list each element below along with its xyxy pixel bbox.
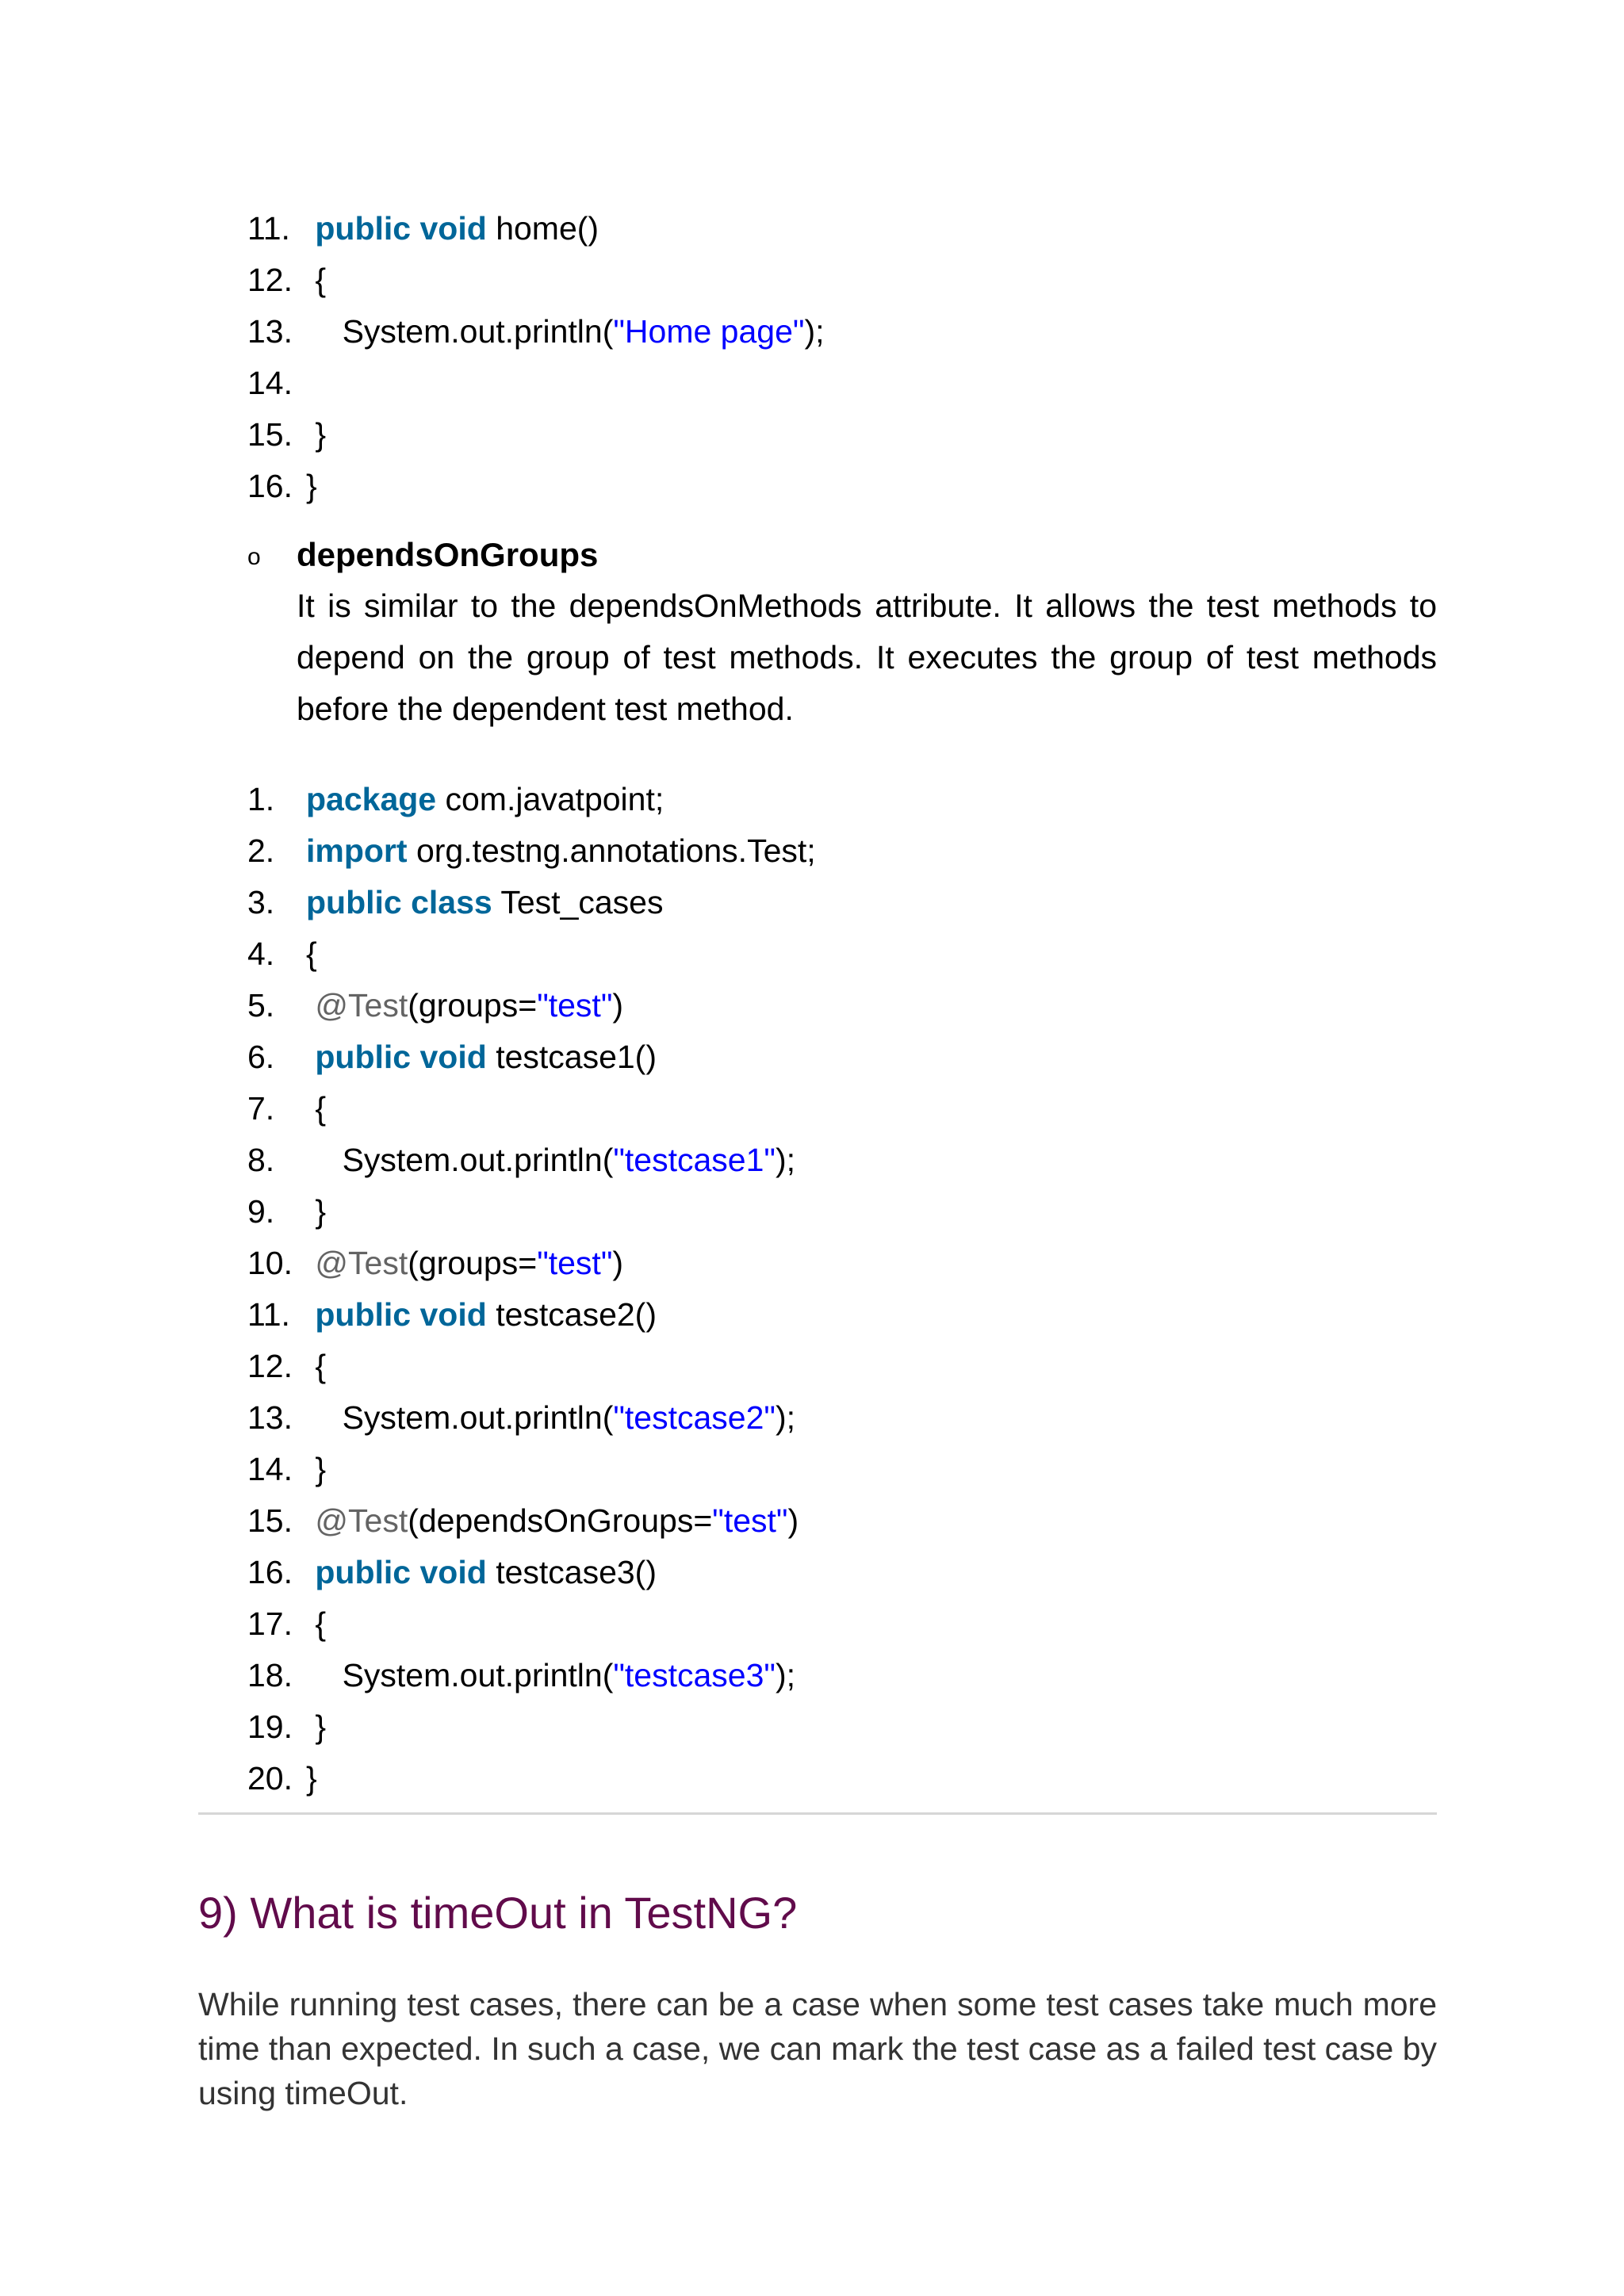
code-line (247, 1341, 1437, 1392)
code-text: ) (787, 1502, 799, 1539)
code-text: testcase2() (486, 1296, 657, 1333)
code-line (247, 203, 1437, 254)
code-text: (groups= (408, 1245, 538, 1281)
code-line (247, 1135, 1437, 1186)
line-number: 14. (247, 1451, 293, 1487)
code-text: } (306, 1451, 327, 1487)
code-line (247, 1495, 1437, 1547)
code-text: (dependsOnGroups= (408, 1502, 713, 1539)
code-text: System.out.println( (306, 1657, 614, 1693)
code-line (247, 461, 1437, 512)
line-number: 13. (247, 313, 293, 350)
code-keyword: public void (306, 210, 487, 247)
code-text: ) (612, 1245, 624, 1281)
code-string: "testcase1" (613, 1142, 776, 1178)
code-text: { (306, 262, 327, 298)
code-text: { (306, 1348, 327, 1384)
code-text: ); (804, 313, 825, 350)
line-number: 2. (247, 832, 275, 869)
code-text: System.out.println( (306, 1399, 614, 1436)
code-string: "testcase3" (613, 1657, 776, 1693)
bullet-description: It is similar to the dependsOnMethods attribute. It allows the test methods to depend on the group of test methods. It executes the group of test methods before the dependent test method. (297, 587, 1437, 727)
line-number: 13. (247, 1399, 293, 1436)
code-line (247, 1392, 1437, 1444)
line-number: 1. (247, 781, 275, 817)
code-text: testcase1() (486, 1039, 657, 1075)
line-number: 14. (247, 365, 293, 401)
code-text: } (306, 1709, 327, 1745)
code-line (247, 774, 1437, 825)
code-line (247, 1289, 1437, 1341)
code-text: com.javatpoint; (436, 781, 665, 817)
code-string: "test" (712, 1502, 788, 1539)
code-annotation: @Test (306, 1502, 408, 1539)
code-line (247, 306, 1437, 358)
line-number: 8. (247, 1142, 275, 1178)
code-string: "test" (537, 1245, 613, 1281)
line-number: 5. (247, 987, 275, 1024)
code-line (247, 1701, 1437, 1753)
line-number: 11. (247, 1296, 290, 1333)
code-text: System.out.println( (306, 313, 614, 350)
code-string: "test" (537, 987, 613, 1024)
code-keyword: package (306, 781, 437, 817)
line-number: 16. (247, 1554, 293, 1590)
line-number: 17. (247, 1605, 293, 1642)
code-text: ); (775, 1142, 796, 1178)
code-line (247, 1753, 1437, 1804)
code-line (247, 877, 1437, 928)
code-text: } (306, 1193, 327, 1230)
code-line (247, 1083, 1437, 1135)
code-annotation: @Test (306, 1245, 408, 1281)
code-text: ); (775, 1657, 796, 1693)
code-keyword: public class (306, 884, 492, 920)
line-number: 3. (247, 884, 275, 920)
line-number: 10. (247, 1245, 293, 1281)
code-text: { (306, 1090, 327, 1127)
code-string: "Home page" (613, 313, 805, 350)
code-block-main (247, 774, 1437, 1804)
code-text: { (306, 1605, 327, 1642)
line-number: 11. (247, 210, 290, 247)
code-line (247, 1598, 1437, 1650)
line-number: 15. (247, 416, 293, 453)
code-text: ); (775, 1399, 796, 1436)
section-paragraph: While running test cases, there can be a case when some test cases take much more time than expected. In such a case, we can mark the test case as a failed test case by using timeOut. (198, 1986, 1437, 2111)
code-block-top (247, 203, 1437, 512)
section-divider (198, 1812, 1437, 1815)
code-annotation: @Test (306, 987, 408, 1024)
code-text: testcase3() (486, 1554, 657, 1590)
code-text: } (306, 1760, 317, 1797)
bullet-title: dependsOnGroups (297, 536, 599, 573)
code-keyword: import (306, 832, 408, 869)
code-line (247, 409, 1437, 461)
line-number: 12. (247, 1348, 293, 1384)
code-text: { (306, 936, 317, 972)
code-keyword: public void (306, 1296, 487, 1333)
line-number: 4. (247, 936, 275, 972)
code-text: System.out.println( (306, 1142, 614, 1178)
code-string: "testcase2" (613, 1399, 776, 1436)
code-line (247, 254, 1437, 306)
code-text: (groups= (408, 987, 538, 1024)
code-line (247, 1186, 1437, 1238)
code-text: } (306, 468, 317, 504)
code-line (247, 1444, 1437, 1495)
line-number: 6. (247, 1039, 275, 1075)
code-keyword: public void (306, 1039, 487, 1075)
code-line (247, 1547, 1437, 1598)
code-text: ) (612, 987, 624, 1024)
code-line (247, 928, 1437, 980)
code-keyword: public void (306, 1554, 487, 1590)
line-number: 20. (247, 1760, 293, 1797)
line-number: 16. (247, 468, 293, 504)
line-number: 19. (247, 1709, 293, 1745)
line-number: 7. (247, 1090, 275, 1127)
section-heading: 9) What is timeOut in TestNG? (198, 1888, 798, 1938)
code-text: Test_cases (492, 884, 664, 920)
code-line (247, 358, 1437, 409)
line-number: 15. (247, 1502, 293, 1539)
code-line (247, 1031, 1437, 1083)
line-number: 9. (247, 1193, 275, 1230)
code-line (247, 825, 1437, 877)
line-number: 18. (247, 1657, 293, 1693)
line-number: 12. (247, 262, 293, 298)
code-line (247, 1238, 1437, 1289)
code-text: } (306, 416, 327, 453)
code-text: org.testng.annotations.Test; (407, 832, 816, 869)
bullet-marker: o (247, 544, 261, 570)
code-line (247, 980, 1437, 1031)
code-text: home() (486, 210, 599, 247)
code-line (247, 1650, 1437, 1701)
